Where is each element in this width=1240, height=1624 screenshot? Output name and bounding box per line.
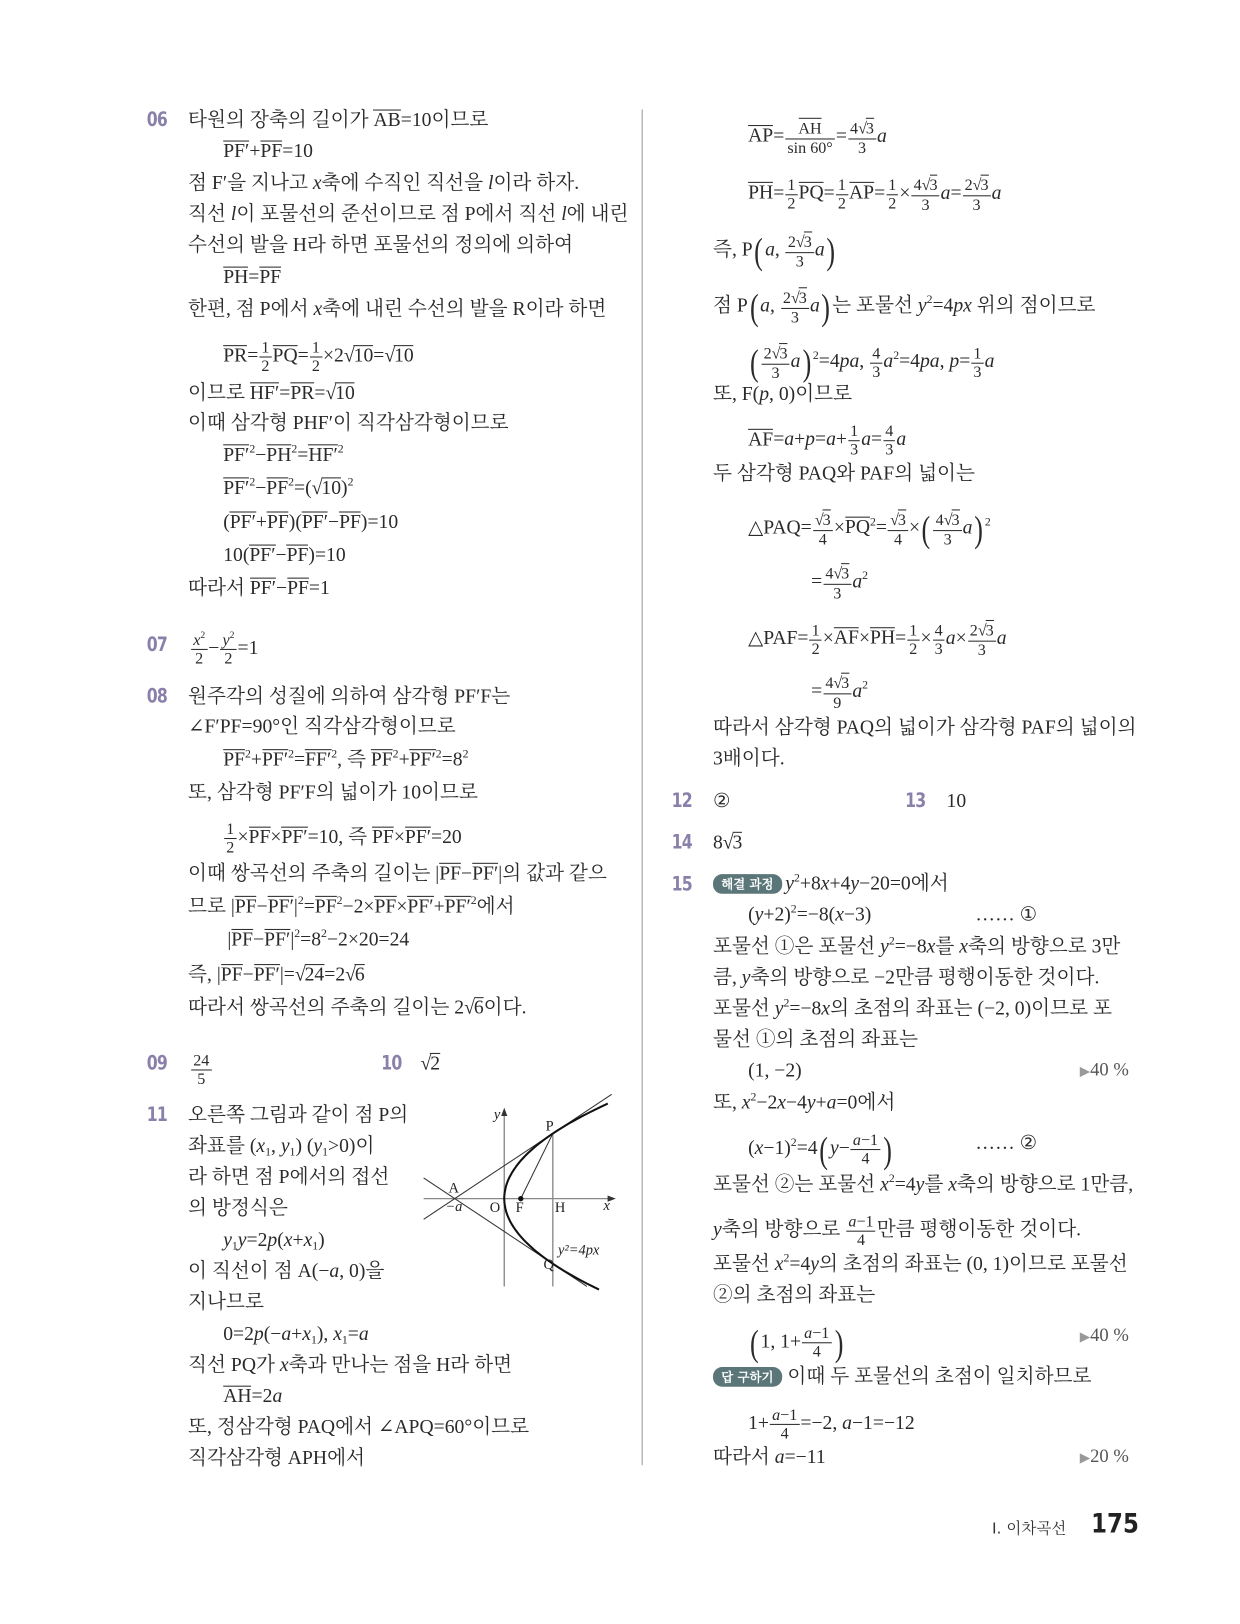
- badge-solution-process: 해결 과정: [713, 874, 782, 894]
- equation: $(x-1)^2=4(y-$ $\frac{a-1}{4}$ ): [748, 1128, 892, 1171]
- equation: AH=2a: [223, 1385, 283, 1408]
- equation: $PF^2+PF'^2=FF'^2$, 즉 $PF^2+PF'^2=8^2$: [223, 748, 469, 771]
- text-line: 므로 $|PF-PF'|^2=PF^2-2\times PF\times PF'+PF'^2$에서: [188, 894, 515, 918]
- text-line: 포물선 ①은 포물선 $y^2=-8x$를 x축의 방향으로 3만: [712, 935, 1121, 958]
- text-line: ②의 초점의 좌표는: [712, 1284, 876, 1307]
- chapter-label: Ⅰ. 이차곡선: [991, 1518, 1067, 1538]
- text-line: 3배이다.: [712, 748, 785, 770]
- text-line: 이므로 HF′=PR=√10: [188, 382, 355, 405]
- text-line: 점 F′을 지나고 x축에 수직인 직선을 l이라 하자.: [188, 172, 580, 195]
- equation: = $\frac{4√3}{3}$ $a^2$: [811, 563, 868, 602]
- equation: ( $\frac{2√3}{3}$ a) $^2$=4pa, $\frac{4}{3}$ $a^2=4pa$, p= $\frac{1}{3}$ a: [749, 342, 995, 384]
- text-line: 포물선 ②는 포물선 $x^2=4y$를 x축의 방향으로 1만큼,: [712, 1172, 1134, 1196]
- equation: 1+ $\frac{a-1}{4}$ =−2, a−1=−12: [748, 1406, 915, 1443]
- text-line: 지나므로: [188, 1291, 264, 1314]
- label-F: F: [515, 1200, 524, 1217]
- problem-number: 09: [146, 1051, 167, 1075]
- label-P: P: [545, 1118, 554, 1135]
- text-line: 또, 삼각형 PF′F의 넓이가 10이므로: [188, 782, 478, 804]
- triangle-icon: ▶: [1079, 1328, 1091, 1345]
- text-line: 또, F(p, 0)이므로: [712, 383, 853, 406]
- equation: (1, 1+ $\frac{a-1}{4}$ ): [749, 1322, 843, 1364]
- equation: $|PF-PF'|^2=8^2-2\times 20=24$: [227, 927, 410, 951]
- problem-number: 08: [146, 685, 167, 708]
- problem-number: 13: [905, 789, 926, 813]
- label-curve: y²=4px: [557, 1242, 600, 1259]
- problem-number: 06: [146, 108, 167, 132]
- text-line: 포물선 $x^2=4y$의 초점의 좌표는 (0, 1)이므로 포물선: [712, 1252, 1128, 1276]
- text-line: 타원의 장축의 길이가 AB=10이므로: [188, 109, 489, 132]
- text-line: 이때 두 포물선의 초점이 일치하므로: [787, 1366, 1092, 1388]
- text-line: ∠F′PF=90°인 직각삼각형이므로: [188, 716, 456, 738]
- label-neg-a: −a: [445, 1199, 463, 1216]
- text-line: 라 하면 점 P에서의 접선: [188, 1166, 390, 1189]
- segment-PF: [521, 1134, 553, 1199]
- y-axis-arrow: [501, 1108, 507, 1116]
- text-line: 즉, P(a, $\frac{2√3}{3}$ a): [712, 230, 836, 272]
- label-x: x: [603, 1197, 610, 1214]
- text-line: 따라서 삼각형 PAQ의 넓이가 삼각형 PAF의 넓이의: [712, 717, 1137, 739]
- text-line: 직선 PQ가 x축과 만나는 점을 H라 하면: [188, 1354, 513, 1377]
- text-line: 따라서 PF′−PF=1: [188, 577, 330, 600]
- score-percent: [1080, 1446, 1129, 1468]
- equation: $PF'^2-PH^2=HF'^2$: [223, 443, 344, 467]
- equation: △PAF= $\frac{1}{2}$ ×AF×PH= $\frac{1}{2}$ × $\frac{4}{3}$ a× $\frac{2√3}{3}$ a: [748, 621, 1007, 660]
- triangle-icon: ▶: [1079, 1449, 1091, 1466]
- label-O: O: [489, 1200, 501, 1217]
- text-line: 따라서 a=−11: [712, 1446, 826, 1469]
- text-line: 포물선 $y^2=-8x$의 초점의 좌표는 (−2, 0)이므로 포: [712, 997, 1112, 1020]
- text-line: 큼, y축의 방향으로 −2만큼 평행이동한 것이다.: [712, 967, 1100, 989]
- text-line: 이 직선이 점 A(−a, 0)을: [188, 1260, 385, 1283]
- equation: $y^2+8x+4y-20=0$에서: [785, 872, 949, 895]
- equation: $PF'^2-PF^2=(√10)^2$: [223, 476, 354, 500]
- text-line: 수선의 발을 H라 하면 포물선의 정의에 의하여: [188, 234, 574, 257]
- text-line: 또, 정삼각형 PAQ에서 ∠APQ=60°이므로: [188, 1416, 530, 1439]
- answer: ②: [712, 790, 731, 813]
- text-line: 원주각의 성질에 의하여 삼각형 PF′F는: [188, 686, 511, 708]
- problem-number: 14: [671, 830, 692, 854]
- equation: PH=PF: [223, 266, 282, 289]
- text-line: 따라서 쌍곡선의 주축의 길이는 2√6이다.: [188, 997, 527, 1019]
- triangle-icon: ▶: [1079, 1063, 1091, 1079]
- score-percent: [1080, 1325, 1129, 1347]
- text-line: 점 P(a, $\frac{2√3}{3}$ a)는 포물선 $y^2=4px$ 위의 점이므로: [712, 286, 1096, 328]
- problem-number: 10: [381, 1051, 402, 1075]
- equation-tag: …… ②: [975, 1132, 1038, 1155]
- answer: $\frac{24}{5}$: [190, 1052, 212, 1088]
- equation: $(y+2)^2=-8(x-3)$: [748, 903, 872, 926]
- badge-find-answer: 답 구하기: [713, 1367, 782, 1387]
- score-value: 20 %: [1090, 1445, 1129, 1467]
- page-number: 175: [1091, 1508, 1139, 1540]
- text-line: 이때 쌍곡선의 주축의 길이는 |PF−PF′|의 값과 같으: [188, 862, 607, 885]
- equation: (1, −2): [748, 1060, 802, 1082]
- problem-number: 15: [671, 873, 692, 896]
- text-line: 이때 삼각형 PHF′이 직각삼각형이므로: [188, 412, 509, 434]
- label-A: A: [448, 1180, 459, 1197]
- text-line: y축의 방향으로 $\frac{a-1}{4}$ 만큼 평행이동한 것이다.: [712, 1213, 1082, 1250]
- problem-number: 11: [146, 1103, 167, 1127]
- text-line: 또, $x^2-2x-4y+a=0$에서: [712, 1091, 896, 1114]
- equation: $\frac{1}{2}$ ×PF×PF′=10, 즉 PF×PF′=20: [223, 820, 462, 856]
- equation: $0=2p(-a+x_1)$, $x_1=a$: [223, 1323, 369, 1347]
- equation: PF′+PF=10: [223, 140, 313, 163]
- text-line: 즉, |PF−PF′|=√24=2√6: [188, 964, 365, 986]
- text-line: 직각삼각형 APH에서: [188, 1447, 366, 1470]
- text-line: 좌표를 ($x_1$, $y_1$) $(y_1>0)$이: [188, 1135, 375, 1159]
- equation: PH= $\frac{1}{2}$ PQ= $\frac{1}{2}$ AP= $\frac{1}{2}$ × $\frac{4√3}{3}$ a= $\frac{2√3}{3}$ a: [748, 176, 1002, 214]
- equation: AP= $\frac{AH}{\sin 60^\circ}$ = $\frac{4√3}{3}$ a: [748, 118, 887, 157]
- text-line: 오른쪽 그림과 같이 점 P의: [188, 1104, 409, 1127]
- equation: (PF′+PF)(PF′−PF)=10: [223, 511, 399, 534]
- text-line: 한편, 점 P에서 x축에 내린 수선의 발을 R이라 하면: [188, 298, 607, 321]
- equation: = $\frac{4√3}{9}$ $a^2$: [811, 673, 868, 712]
- problem-number: 12: [671, 789, 692, 813]
- text-line: 직선 l이 포물선의 준선이므로 점 P에서 직선 l에 내린: [188, 203, 629, 226]
- score-value: 40 %: [1090, 1324, 1129, 1346]
- equation-tag: …… ①: [975, 904, 1038, 926]
- label-y: y: [493, 1107, 501, 1124]
- text-line: 물선 ①의 초점의 좌표는: [712, 1029, 919, 1051]
- label-H: H: [554, 1200, 566, 1217]
- text-line: 의 방정식은: [188, 1197, 288, 1220]
- equation: △PAQ= $\frac{√3}{4}$ $\times PQ^2=$ $\frac{√3}{4}$ ×( $\frac{4√3}{3}$ a) $^2$: [748, 508, 991, 550]
- equation: 10(PF′−PF)=10: [223, 544, 346, 567]
- equation: $y_1y=2p(x+x_1)$: [223, 1229, 325, 1253]
- label-Q: Q: [543, 1256, 554, 1273]
- answer: √2: [420, 1052, 441, 1075]
- equation: PR= $\frac{1}{2}$ PQ= $\frac{1}{2}$ ×2√10=√10: [223, 338, 414, 376]
- score-percent: [1080, 1059, 1129, 1081]
- problem-number: 07: [146, 633, 167, 657]
- equation: AF=a+p=a+ $\frac{1}{3}$ a= $\frac{4}{3}$ a: [748, 422, 907, 459]
- text-line: 두 삼각형 PAQ와 PAF의 넓이는: [712, 462, 975, 485]
- answer: $\frac{x^2}{2}$ − $\frac{y^2}{2}$ =1: [190, 631, 258, 667]
- answer: 8√3: [712, 831, 743, 854]
- answer: 10: [946, 790, 967, 813]
- score-value: 40 %: [1090, 1059, 1129, 1080]
